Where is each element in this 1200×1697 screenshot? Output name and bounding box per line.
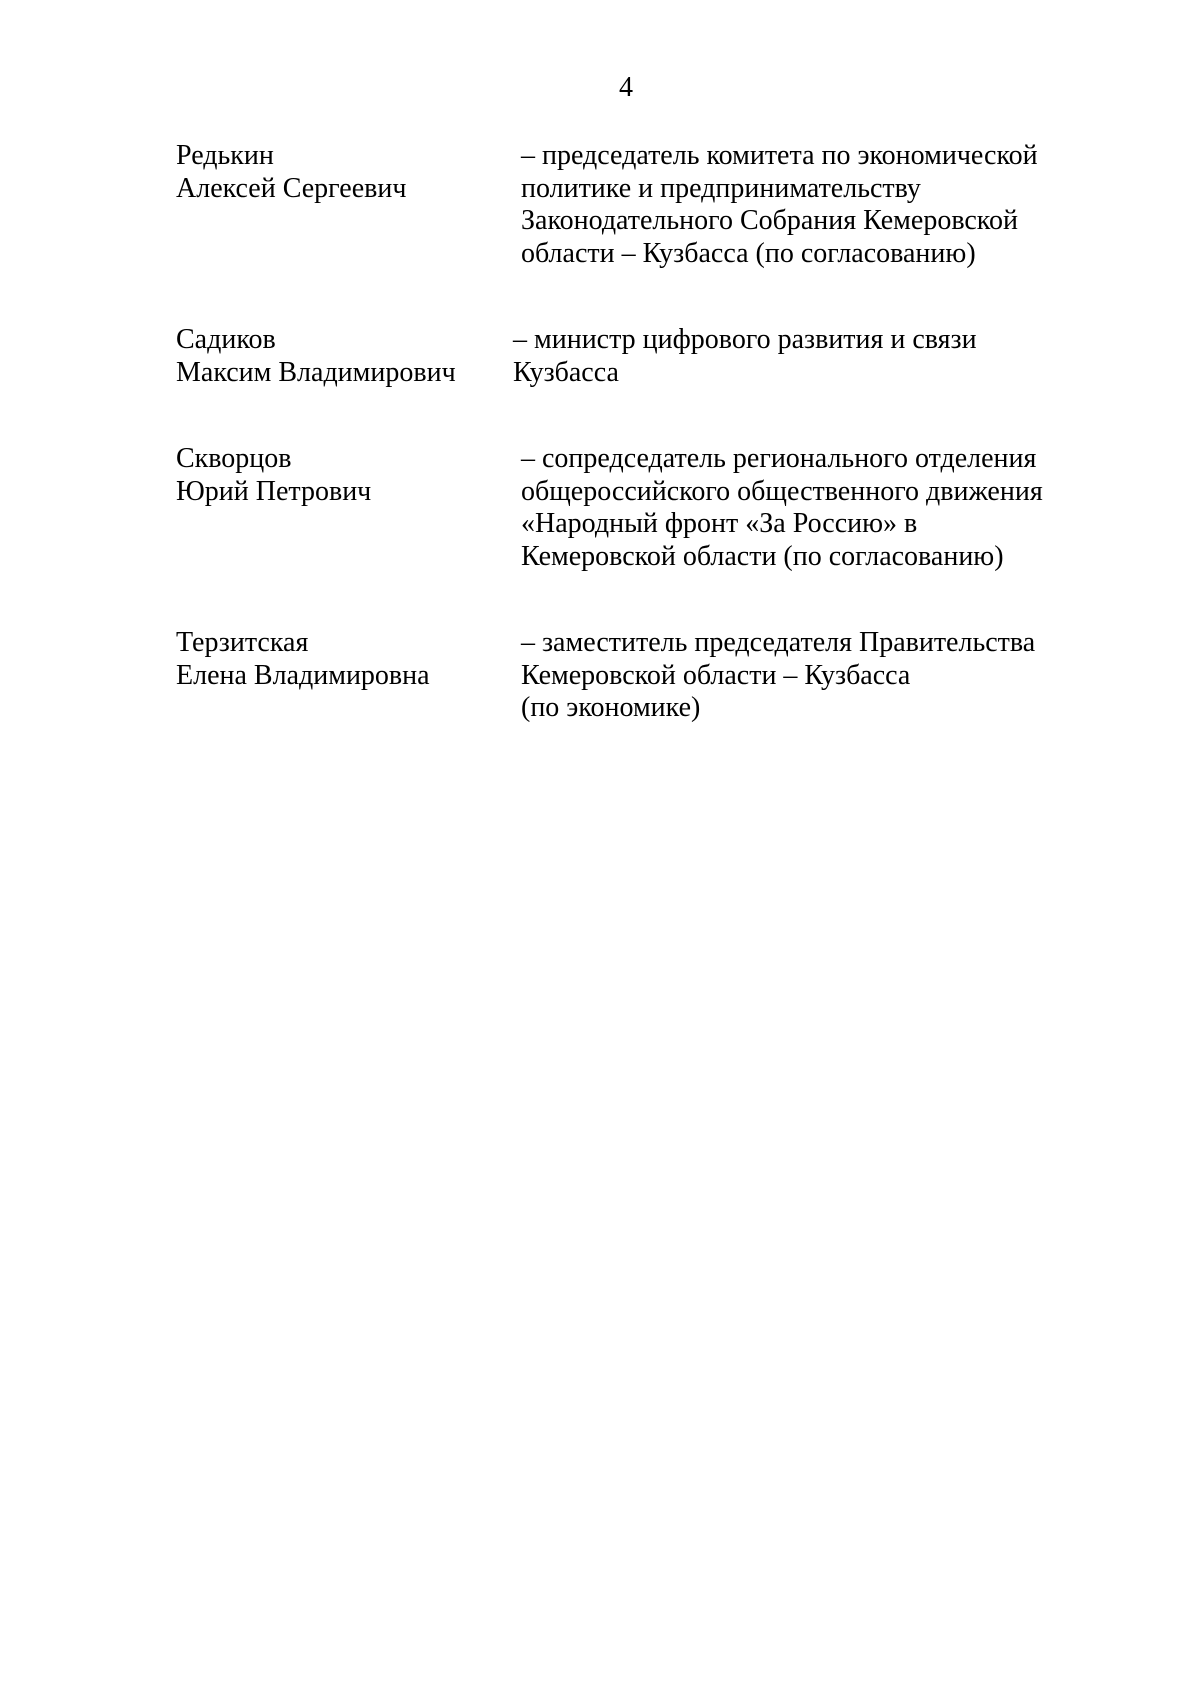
member-role <box>521 140 1071 270</box>
member-role <box>521 443 1071 573</box>
role-line: политике и предпринимательству <box>521 172 921 204</box>
member-surname: Садиков <box>176 324 276 355</box>
role-line: Кемеровской области (по согласованию) <box>521 540 1004 572</box>
role-line: области – Кузбасса (по согласованию) <box>521 237 976 269</box>
member-given-names: Елена Владимировна <box>176 659 430 691</box>
role-line: общероссийского общественного движения <box>521 475 1043 507</box>
member-name <box>176 443 496 508</box>
role-line: (по экономике) <box>521 692 701 723</box>
role-line: – председатель комитета по экономической <box>521 140 1038 171</box>
member-name <box>176 627 496 692</box>
member-given-names: Максим Владимирович <box>176 356 456 388</box>
member-given-names: Алексей Сергеевич <box>176 172 407 204</box>
member-name <box>176 140 496 205</box>
member-role <box>521 627 1071 725</box>
role-line: Кемеровской области – Кузбасса <box>521 659 911 691</box>
role-line: – заместитель председателя Правительства <box>521 627 1036 658</box>
member-surname: Скворцов <box>176 443 292 474</box>
member-surname: Редькин <box>176 140 274 171</box>
role-line: «Народный фронт «За Россию» в <box>521 508 918 539</box>
page-number: 4 <box>619 72 633 103</box>
role-line: Законодательного Собрания Кемеровской <box>521 205 1018 236</box>
member-name <box>176 324 496 389</box>
member-surname: Терзитская <box>176 627 309 658</box>
member-given-names: Юрий Петрович <box>176 475 372 507</box>
role-line: – сопредседатель регионального отделения <box>521 443 1037 474</box>
role-line: – министр цифрового развития и связи <box>513 324 977 355</box>
member-role <box>513 324 1063 389</box>
role-line: Кузбасса <box>513 356 619 388</box>
